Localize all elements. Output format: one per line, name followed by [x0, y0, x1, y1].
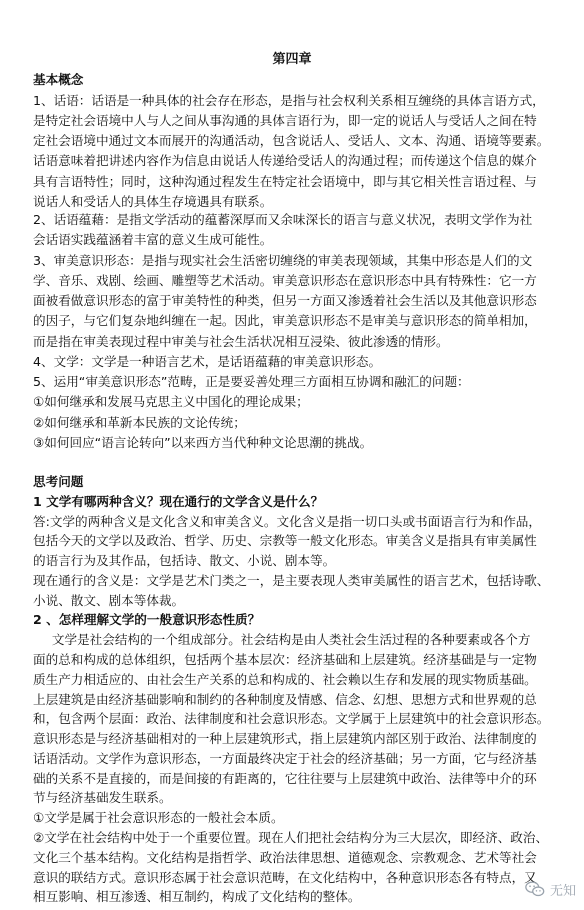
text-line: 和，包含两个层面：政治、法律制度和社会意识形态。文学属于上层建筑中的社会意识形态。	[33, 711, 550, 726]
text-line: 而是指在审美表现过程中审美与社会生活状况相互浸染、彼此渗透的情形。	[33, 334, 449, 349]
text-line: 文学是社会结构的一个组成部分。社会结构是由人类社会生活过程的各种要素或各个方	[51, 632, 531, 647]
text-line: 答:文学的两种含义是文化含义和审美含义。文化含义是指一切口头或书面语言行为和作品，	[33, 514, 541, 529]
section-heading: 基本概念	[33, 72, 84, 87]
watermark-text: 无知	[549, 883, 576, 899]
section-heading: 1 文学有哪两种含义？现在通行的文学含义是什么？	[33, 494, 324, 509]
section-heading: 2 、怎样理解文学的一般意识形态性质？	[33, 612, 261, 627]
text-line: 具有言语特性；同时，这种沟通过程发生在特定社会语境中，即与其它相关性言语过程、与	[33, 174, 537, 189]
text-line: 节与经济基础发生联系。	[33, 790, 172, 805]
text-line: 的因子，与它们复杂地纠缠在一起。因此，审美意识形态不是审美与意识形态的简单相加，	[33, 313, 537, 328]
text-line: 面的总和构成的总体组织，包括两个基本层次：经济基础和上层建筑。经济基础是与一定物	[33, 652, 537, 667]
text-line: 学、音乐、戏剧、绘画、雕塑等艺术活动。审美意识形态在意识形态中具有特殊性：它一方	[33, 273, 537, 288]
text-line: 小说、散文、剧本等体裁。	[33, 593, 185, 608]
text-line: 3、审美意识形态：是指与现实社会生活密切缠绕的审美表现领域，其集中形态是人们的文	[33, 253, 533, 268]
chapter-title: 第四章	[272, 52, 312, 67]
text-line: ②文学在社会结构中处于一个重要位置。现在人们把社会结构分为三大层次，即经济、政治、	[33, 830, 549, 845]
text-line: 面被看做意识形态的富于审美特性的种类，但另一方面又渗透着社会生活以及其他意识形态	[33, 293, 537, 308]
section-heading: 思考问题	[33, 474, 84, 489]
text-line: 现在通行的含义是：文学是艺术门类之一，是主要表现人类审美属性的语言艺术，包括诗歌、	[33, 573, 550, 588]
wechat-logo-icon	[524, 878, 546, 900]
text-line: 文化三个基本结构。文化结构是指哲学、政治法律思想、道德观念、宗教观念、艺术等社会	[33, 850, 537, 865]
text-line: ③如何回应“语言论转向”以来西方当代种种文论思潮的挑战。	[33, 435, 373, 450]
text-line: 话语活动。文学作为意识形态，一方面最终决定于社会的经济基础；另一方面，它与经济基	[33, 751, 537, 766]
text-line: 2、话语蕴藉：是指文学活动的蕴蓄深厚而又余味深长的语言与意义状况，表明文学作为社	[33, 212, 533, 227]
text-line: 话语意味着把讲述内容作为信息由说话人传递给受话人的沟通过程；而传递这个信息的媒介	[33, 153, 537, 168]
text-line: ①如何继承和发展马克思主义中国化的理论成果；	[33, 394, 309, 409]
text-line: 意识形态是与经济基础相对的一种上层建筑形式，指上层建筑内部区别于政治、法律制度的	[33, 731, 537, 746]
text-line: ①文学是属于社会意识形态的一般社会本质。	[33, 810, 284, 825]
text-line: 定社会语境中通过文本而展开的沟通活动，包含说话人、受话人、文本、沟通、语境等要素。	[33, 133, 550, 148]
text-line: 上层建筑是由经济基础影响和制约的各种制度及情感、信念、幻想、思想方式和世界观的总	[33, 692, 537, 707]
text-line: 相互影响、相互渗透、相互制约，构成了文化结构的整体。	[33, 889, 361, 904]
text-line: 包括今天的文学以及政治、哲学、历史、宗教等一般文化形态。审美含义是指具有审美属性	[33, 533, 537, 548]
text-line: ②如何继承和革新本民族的文论传统；	[33, 415, 246, 430]
text-line: 是特定社会语境中人与人之间从事沟通的具体言语行为，即一定的说话人与受话人之间在特	[33, 113, 537, 128]
text-line: 1、话语：话语是一种具体的社会存在形态，是指与社会权利关系相互缠绕的具体言语方式，	[33, 93, 545, 108]
text-line: 意识的联结方式。意识形态属于社会意识范畴，在文化结构中，各种意识形态各有特点，又	[33, 870, 537, 885]
text-line: 的语言行为及其作品，包括诗、散文、小说、剧本等。	[33, 553, 336, 568]
text-line: 会话语实践蕴涵着丰富的意义生成可能性。	[33, 232, 273, 247]
text-line: 5、运用“审美意识形态”范畴，正是要妥善处理三方面相互协调和融汇的问题：	[33, 374, 470, 389]
text-line: 说话人和受话人的具体生存境遇具有联系。	[33, 194, 273, 209]
text-line: 4、文学：文学是一种语言艺术，是话语蕴藉的审美意识形态。	[33, 354, 382, 369]
text-line: 础的关系不是直接的，而是间接的有距离的，它往往要与上层建筑中政治、法律等中介的环	[33, 771, 537, 786]
text-line: 质生产力相适应的、由社会生产关系的总和构成的、社会赖以生存和发展的现实物质基础。	[33, 672, 537, 687]
watermark	[524, 876, 576, 902]
